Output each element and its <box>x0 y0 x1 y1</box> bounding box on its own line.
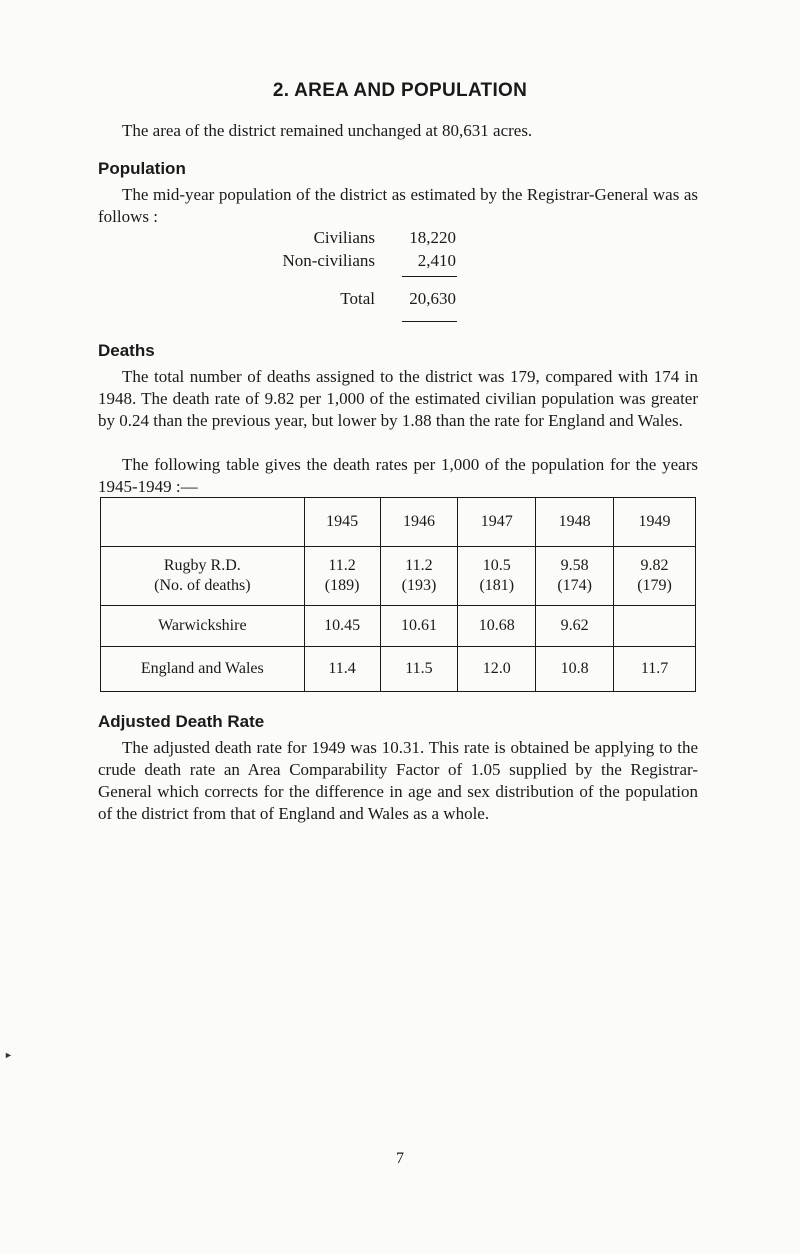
table-cell: 11.5 <box>380 647 458 692</box>
table-cell: 10.61 <box>380 606 458 647</box>
table-header-cell: 1948 <box>536 498 614 547</box>
rate-value: 10.5 <box>482 557 511 574</box>
subtotal-rule <box>402 276 457 277</box>
population-value: 2,410 <box>417 251 456 270</box>
table-header-cell: 1949 <box>614 498 696 547</box>
adjusted-subheading: Adjusted Death Rate <box>98 712 265 731</box>
table-row-label: Warwickshire <box>101 606 305 647</box>
table-cell: 10.8 <box>536 647 614 692</box>
adjusted-text: The adjusted death rate for 1949 was 10.31. This rate is obtained be applying to the crude death rate an Area Comparability Factor of 1.05 supplied by the Registrar-General which corrects for the difference in age and sex distribution of the population of the district from that of England and Wales as a whole. <box>98 738 698 823</box>
table-row-label: England and Wales <box>101 647 305 692</box>
table-header-cell: 1947 <box>458 498 536 547</box>
table-cell: 10.68 <box>458 606 536 647</box>
death-rates-table <box>100 497 696 692</box>
population-label: Civilians <box>313 228 375 247</box>
area-text: The area of the district remained unchanged at 80,631 acres. <box>122 121 533 140</box>
deaths-paragraph <box>98 366 698 432</box>
rate-value: 11.2 <box>405 557 433 574</box>
population-text: The mid-year population of the district as estimated by the Registrar-General was as follows : <box>98 185 698 226</box>
table-cell: 11.7 <box>614 647 696 692</box>
population-paragraph <box>98 184 698 228</box>
deaths-count: (189) <box>324 577 360 594</box>
table-row <box>101 647 696 692</box>
rate-value: 9.82 <box>640 557 669 574</box>
deaths-text: The total number of deaths assigned to the district was 179, compared with 174 in 1948. The death rate of 9.82 per 1,000 of the estimated civilian population was greater by 0.24 than the previous year, but lower by 1.88 than the rate for England and Wales. <box>98 367 698 430</box>
area-paragraph <box>98 120 698 142</box>
table-header-row <box>101 498 696 547</box>
population-value: 18,220 <box>409 228 456 247</box>
table-cell: 11.4 <box>304 647 380 692</box>
table-row-label <box>101 547 305 606</box>
table-row <box>101 606 696 647</box>
table-corner-cell <box>101 498 305 547</box>
margin-mark-icon: ► <box>4 1050 13 1060</box>
population-label: Non-civilians <box>282 251 375 270</box>
deaths-count: (193) <box>401 577 437 594</box>
population-total-value: 20,630 <box>409 289 456 308</box>
deaths-count: (181) <box>479 577 515 594</box>
row-label: Rugby R.D. <box>163 557 241 574</box>
deaths-table-intro <box>98 454 698 498</box>
table-cell <box>458 547 536 606</box>
rate-value: 11.2 <box>328 557 356 574</box>
table-row <box>101 547 696 606</box>
table-header-cell: 1946 <box>380 498 458 547</box>
table-cell <box>536 547 614 606</box>
adjusted-paragraph <box>98 737 698 825</box>
page-number: 7 <box>396 1150 404 1167</box>
total-rule <box>402 321 457 322</box>
deaths-table-intro-text: The following table gives the death rates per 1,000 of the population for the years 1945-1949 :— <box>98 455 698 496</box>
table-cell <box>614 606 696 647</box>
table-cell: 9.62 <box>536 606 614 647</box>
table-cell <box>614 547 696 606</box>
table-cell: 12.0 <box>458 647 536 692</box>
population-subheading: Population <box>98 159 186 178</box>
page-heading: 2. AREA AND POPULATION <box>272 80 528 101</box>
table-cell <box>380 547 458 606</box>
rate-value: 9.58 <box>560 557 589 574</box>
table-cell <box>304 547 380 606</box>
table-cell: 10.45 <box>304 606 380 647</box>
row-sublabel: (No. of deaths) <box>154 577 251 594</box>
deaths-count: (179) <box>637 577 672 594</box>
population-total-label: Total <box>340 289 375 308</box>
deaths-count: (174) <box>557 577 592 594</box>
deaths-subheading: Deaths <box>98 341 155 360</box>
table-header-cell: 1945 <box>304 498 380 547</box>
